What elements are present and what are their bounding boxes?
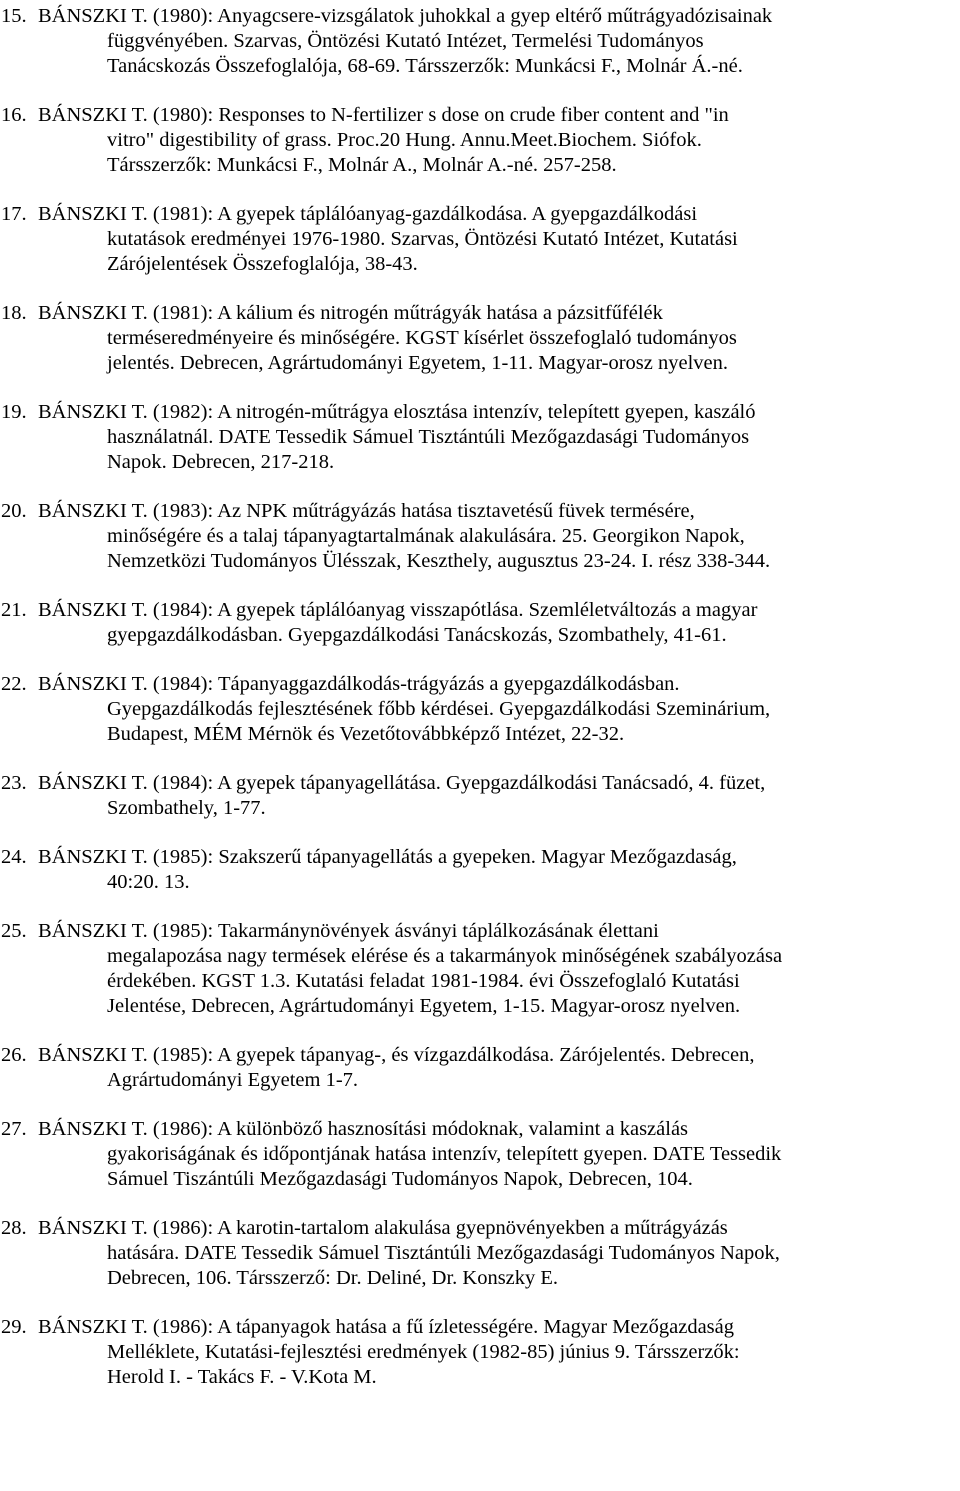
reference-entry bbox=[0, 499, 960, 574]
reference-line: BÁNSZKI T. (1984): Tápanyaggazdálkodás-trágyázás a gyepgazdálkodásban. bbox=[38, 673, 680, 695]
reference-entry bbox=[0, 103, 960, 178]
reference-text bbox=[38, 672, 960, 747]
reference-text bbox=[38, 103, 960, 178]
reference-line: Napok. Debrecen, 217-218. bbox=[107, 451, 335, 473]
reference-line: gyepgazdálkodásban. Gyepgazdálkodási Tanácskozás, Szombathely, 41-61. bbox=[107, 624, 727, 646]
reference-number: 29. bbox=[1, 1316, 27, 1338]
reference-line: BÁNSZKI T. (1986): A karotin-tartalom alakulása gyepnövényekben a műtrágyázás bbox=[38, 1217, 728, 1239]
reference-line: Zárójelentések Összefoglalója, 38-43. bbox=[107, 253, 418, 275]
reference-line: jelentés. Debrecen, Agrártudományi Egyetem, 1-11. Magyar-orosz nyelven. bbox=[107, 352, 729, 374]
reference-text bbox=[38, 771, 960, 821]
reference-line: Tanácskozás Összefoglalója, 68-69. Társszerzők: Munkácsi F., Molnár Á.-né. bbox=[107, 55, 743, 77]
reference-line: Agrártudományi Egyetem 1-7. bbox=[107, 1069, 359, 1091]
reference-line: BÁNSZKI T. (1984): A gyepek táplálóanyag visszapótlása. Szemléletváltozás a magyar bbox=[38, 599, 758, 621]
reference-entry bbox=[0, 845, 960, 895]
reference-text bbox=[38, 400, 960, 475]
reference-text bbox=[38, 919, 960, 1019]
reference-entry bbox=[0, 1315, 960, 1390]
reference-line: Melléklete, Kutatási-fejlesztési eredmények (1982-85) június 9. Társszerzők: bbox=[107, 1341, 740, 1363]
reference-entry bbox=[0, 202, 960, 277]
reference-line: BÁNSZKI T. (1980): Anyagcsere-vizsgálatok juhokkal a gyep eltérő műtrágyadózisainak bbox=[38, 5, 773, 27]
reference-text bbox=[38, 301, 960, 376]
reference-number: 24. bbox=[1, 846, 27, 868]
reference-number: 16. bbox=[1, 104, 27, 126]
reference-entry bbox=[0, 919, 960, 1019]
reference-number: 25. bbox=[1, 920, 27, 942]
reference-entry bbox=[0, 672, 960, 747]
reference-line: BÁNSZKI T. (1981): A kálium és nitrogén műtrágyák hatása a pázsitfűfélék bbox=[38, 302, 663, 324]
reference-text bbox=[38, 499, 960, 574]
reference-line: BÁNSZKI T. (1986): A tápanyagok hatása a fű ízletességére. Magyar Mezőgazdaság bbox=[38, 1316, 735, 1338]
reference-entry bbox=[0, 771, 960, 821]
reference-text bbox=[38, 4, 960, 79]
reference-number: 22. bbox=[1, 673, 27, 695]
reference-number: 17. bbox=[1, 203, 27, 225]
reference-line: megalapozása nagy termések elérése és a takarmányok minőségének szabályozása bbox=[107, 945, 783, 967]
reference-line: Debrecen, 106. Társszerző: Dr. Deliné, Dr. Konszky E. bbox=[107, 1267, 559, 1289]
reference-text bbox=[38, 598, 960, 648]
reference-line: BÁNSZKI T. (1982): A nitrogén-műtrágya elosztása intenzív, telepített gyepen, kaszáló bbox=[38, 401, 756, 423]
reference-line: gyakoriságának és időpontjának hatása intenzív, telepített gyepen. DATE Tessedik bbox=[107, 1143, 782, 1165]
reference-line: BÁNSZKI T. (1981): A gyepek táplálóanyag-gazdálkodása. A gyepgazdálkodási bbox=[38, 203, 698, 225]
reference-text bbox=[38, 1117, 960, 1192]
reference-number: 28. bbox=[1, 1217, 27, 1239]
reference-number: 18. bbox=[1, 302, 27, 324]
reference-text bbox=[38, 845, 960, 895]
reference-entry bbox=[0, 1117, 960, 1192]
reference-line: Nemzetközi Tudományos Ülésszak, Keszthely, augusztus 23-24. I. rész 338-344. bbox=[107, 550, 771, 572]
reference-line: Szombathely, 1-77. bbox=[107, 797, 266, 819]
reference-line: Jelentése, Debrecen, Agrártudományi Egyetem, 1-15. Magyar-orosz nyelven. bbox=[107, 995, 741, 1017]
reference-line: Budapest, MÉM Mérnök és Vezetőtovábbképző Intézet, 22-32. bbox=[107, 723, 625, 745]
reference-text bbox=[38, 202, 960, 277]
reference-line: BÁNSZKI T. (1985): Takarmánynövények ásványi táplálkozásának élettani bbox=[38, 920, 659, 942]
reference-line: BÁNSZKI T. (1985): Szakszerű tápanyagellátás a gyepeken. Magyar Mezőgazdaság, bbox=[38, 846, 737, 868]
reference-entry bbox=[0, 301, 960, 376]
reference-text bbox=[38, 1043, 960, 1093]
reference-line: kutatások eredményei 1976-1980. Szarvas, Öntözési Kutató Intézet, Kutatási bbox=[107, 228, 738, 250]
reference-line: BÁNSZKI T. (1980): Responses to N-fertilizer s dose on crude fiber content and "in bbox=[38, 104, 729, 126]
reference-text bbox=[38, 1315, 960, 1390]
reference-line: BÁNSZKI T. (1984): A gyepek tápanyagellátása. Gyepgazdálkodási Tanácsadó, 4. füzet, bbox=[38, 772, 766, 794]
reference-line: függvényében. Szarvas, Öntözési Kutató Intézet, Termelési Tudományos bbox=[107, 30, 704, 52]
reference-entry bbox=[0, 400, 960, 475]
reference-line: vitro" digestibility of grass. Proc.20 Hung. Annu.Meet.Biochem. Siófok. bbox=[107, 129, 702, 151]
reference-line: terméseredményeire és minőségére. KGST kísérlet összefoglaló tudományos bbox=[107, 327, 737, 349]
reference-line: hatására. DATE Tessedik Sámuel Tisztántúli Mezőgazdasági Tudományos Napok, bbox=[107, 1242, 780, 1264]
reference-entry bbox=[0, 598, 960, 648]
reference-line: BÁNSZKI T. (1986): A különböző hasznosítási módoknak, valamint a kaszálás bbox=[38, 1118, 689, 1140]
reference-line: Herold I. - Takács F. - V.Kota M. bbox=[107, 1366, 377, 1388]
reference-entry bbox=[0, 4, 960, 79]
reference-line: BÁNSZKI T. (1983): Az NPK műtrágyázás hatása tisztavetésű füvek termésére, bbox=[38, 500, 695, 522]
reference-number: 27. bbox=[1, 1118, 27, 1140]
reference-number: 15. bbox=[1, 5, 27, 27]
reference-line: Gyepgazdálkodás fejlesztésének főbb kérdései. Gyepgazdálkodási Szeminárium, bbox=[107, 698, 771, 720]
reference-line: használatnál. DATE Tessedik Sámuel Tisztántúli Mezőgazdasági Tudományos bbox=[107, 426, 750, 448]
reference-number: 26. bbox=[1, 1044, 27, 1066]
reference-line: Társszerzők: Munkácsi F., Molnár A., Molnár A.-né. 257-258. bbox=[107, 154, 617, 176]
reference-number: 19. bbox=[1, 401, 27, 423]
reference-number: 20. bbox=[1, 500, 27, 522]
reference-line: Sámuel Tiszántúli Mezőgazdasági Tudományos Napok, Debrecen, 104. bbox=[107, 1168, 693, 1190]
reference-line: 40:20. 13. bbox=[107, 871, 190, 893]
reference-text bbox=[38, 1216, 960, 1291]
reference-number: 23. bbox=[1, 772, 27, 794]
reference-number: 21. bbox=[1, 599, 27, 621]
reference-line: érdekében. KGST 1.3. Kutatási feladat 1981-1984. évi Összefoglaló Kutatási bbox=[107, 970, 740, 992]
reference-line: BÁNSZKI T. (1985): A gyepek tápanyag-, és vízgazdálkodása. Zárójelentés. Debrecen, bbox=[38, 1044, 755, 1066]
reference-line: minőségére és a talaj tápanyagtartalmának alakulására. 25. Georgikon Napok, bbox=[107, 525, 745, 547]
reference-entry bbox=[0, 1043, 960, 1093]
reference-entry bbox=[0, 1216, 960, 1291]
